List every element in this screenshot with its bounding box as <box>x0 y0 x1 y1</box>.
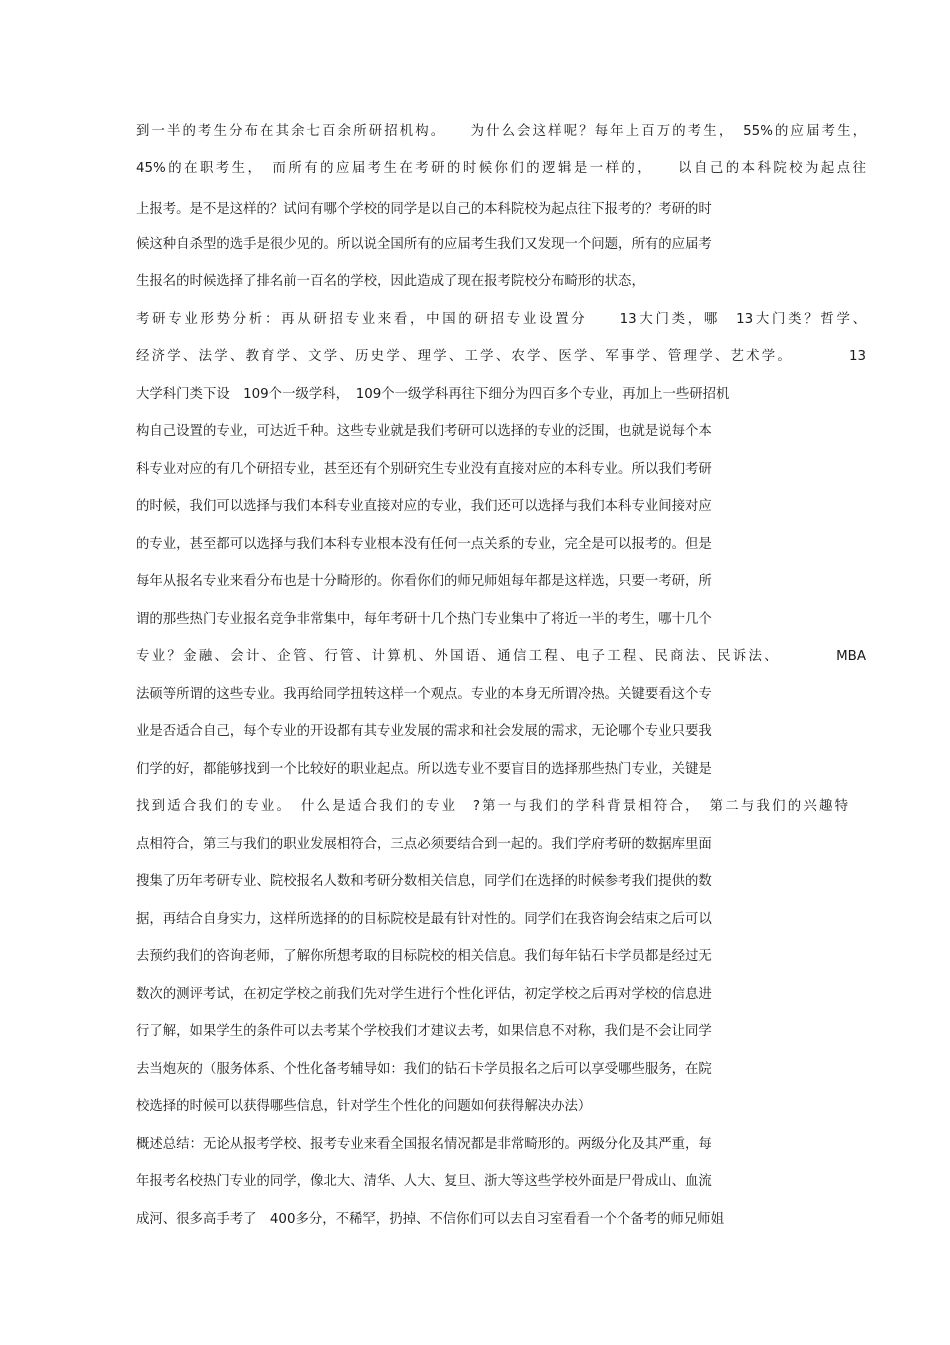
text-line: 的时候，我们可以选择与我们本科专业直接对应的专业，我们还可以选择与我们本科专业间接对应 <box>136 499 712 514</box>
text-line: 业是否适合自己，每个专业的开设都有其专业发展的需求和社会发展的需求，无论哪个专业只要我 <box>136 724 712 739</box>
text-line: 搜集了历年考研专业、院校报名人数和考研分数相关信息，同学们在选择的时候参考我们提供的数 <box>136 874 712 889</box>
text-line: 去当炮灰的（服务体系、个性化备考辅导如：我们的钻石卡学员报名之后可以享受哪些服务，在院 <box>136 1062 712 1077</box>
text-line: 年报考名校热门专业的同学，像北大、清华、人大、复旦、浙大等这些学校外面是尸骨成山、血流 <box>136 1174 712 1189</box>
text-line: 数次的测评考试，在初定学校之前我们先对学生进行个性化评估，初定学校之后再对学校的信息进 <box>136 987 712 1002</box>
text-line: 点相符合，第三与我们的职业发展相符合，三点必须要结合到一起的。我们学府考研的数据库里面 <box>136 837 712 852</box>
text-line: 构自己设置的专业，可达近千种。这些专业就是我们考研可以选择的专业的泛围，也就是说每个本 <box>136 424 712 439</box>
text-line: 每年从报名专业来看分布也是十分畸形的。你看你们的师兄师姐每年都是这样选，只要一考研，所 <box>136 574 712 589</box>
text-line: 经济学、法学、教育学、文学、历史学、理学、工学、农学、医学、军事学、管理学、艺术学。 13 <box>136 349 866 364</box>
text-line: 的专业，甚至都可以选择与我们本科专业根本没有任何一点关系的专业，完全是可以报考的。但是 <box>136 537 712 552</box>
text-line: 据，再结合自身实力，这样所选择的的目标院校是最有针对性的。同学们在我咨询会结束之后可以 <box>136 912 712 927</box>
text-line: 找到适合我们的专业。 什么是适合我们的专业 ?第一与我们的学科背景相符合， 第二与我们的兴趣特 <box>136 799 848 814</box>
text-line: 法硕等所谓的这些专业。我再给同学扭转这样一个观点。专业的本身无所谓冷热。关键要看这个专 <box>136 687 712 702</box>
text-line: 候这种自杀型的选手是很少见的。所以说全国所有的应届考生我们又发现一个问题，所有的应届考 <box>136 237 712 252</box>
text-line: 行了解，如果学生的条件可以去考某个学校我们才建议去考，如果信息不对称，我们是不会让同学 <box>136 1024 712 1039</box>
text-line: 们学的好，都能够找到一个比较好的职业起点。所以选专业不要盲目的选择那些热门专业，关键是 <box>136 762 712 777</box>
text-line: 谓的那些热门专业报名竞争非常集中，每年考研十几个热门专业集中了将近一半的考生，哪十几个 <box>136 612 712 627</box>
text-line: 上报考。是不是这样的？试问有哪个学校的同学是以自己的本科院校为起点往下报考的？考研的时 <box>136 202 712 217</box>
text-line: 大学科门类下设 109个一级学科， 109个一级学科再往下细分为四百多个专业，再加上一些研招机 <box>136 387 730 402</box>
text-line: 45%的在职考生， 而所有的应届考生在考研的时候你们的逻辑是一样的， 以自己的本科院校为起点往 <box>136 161 866 176</box>
text-line: 校选择的时候可以获得哪些信息，针对学生个性化的问题如何获得解决办法） <box>136 1099 592 1114</box>
text-line: 概述总结：无论从报考学校、报考专业来看全国报名情况都是非常畸形的。两级分化及其严重，每 <box>136 1137 712 1152</box>
text-line: 专业？金融、会计、企管、行管、计算机、外国语、通信工程、电子工程、民商法、民诉法、 MBA <box>136 649 866 664</box>
text-line: 到一半的考生分布在其余七百余所研招机构。 为什么会这样呢？每年上百万的考生， 55%的应届考生， <box>136 124 866 139</box>
text-line: 去预约我们的咨询老师，了解你所想考取的目标院校的相关信息。我们每年钻石卡学员都是经过无 <box>136 949 712 964</box>
text-line: 成河、很多高手考了 400多分，不稀罕，扔掉、不信你们可以去自习室看看一个个备考的师兄师姐 <box>136 1212 724 1227</box>
text-line: 生报名的时候选择了排名前一百名的学校，因此造成了现在报考院校分布畸形的状态， <box>136 274 645 289</box>
text-line: 考研专业形势分析：再从研招专业来看，中国的研招专业设置分 13大门类，哪 13大门类？哲学、 <box>136 312 866 327</box>
text-line: 科专业对应的有几个研招专业，甚至还有个别研究生专业没有直接对应的本科专业。所以我们考研 <box>136 462 712 477</box>
